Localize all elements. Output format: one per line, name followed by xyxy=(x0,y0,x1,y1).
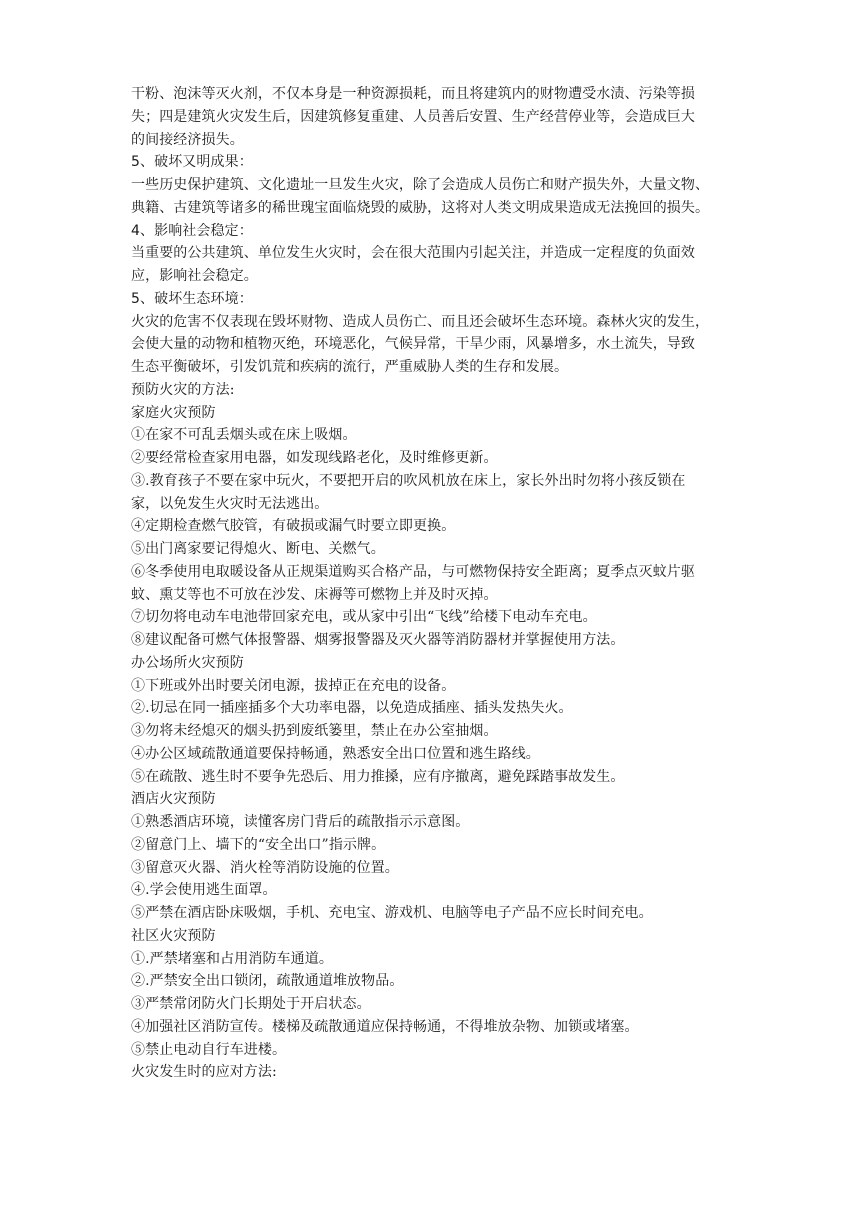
subsection-heading: 酒店火灾预防 xyxy=(131,791,216,808)
list-item: 家，以免发生火灾时无法逃出。 xyxy=(131,495,329,512)
subsection-heading: 办公场所火灾预防 xyxy=(131,654,244,671)
list-item: ⑦切勿将电动车电池带回家充电，或从家中引出“飞线”给楼下电动车充电。 xyxy=(131,609,597,626)
list-item: ①.严禁堵塞和占用消防车通道。 xyxy=(131,950,333,967)
list-item: ①下班或外出时要关闭电源，拔掉正在充电的设备。 xyxy=(131,677,456,694)
text-line: 会使大量的动物和植物灭绝，环境恶化，气候异常，干旱少雨，风暴增多，水土流失，导致 xyxy=(131,336,695,353)
section-heading: 火灾发生时的应对方法: xyxy=(131,1064,277,1081)
document-body xyxy=(131,83,731,1084)
list-item: ②.严禁安全出口锁闭，疏散通道堆放物品。 xyxy=(131,973,404,990)
section-heading: 4、影响社会稳定： xyxy=(131,222,253,239)
text-line: 生态平衡破坏，引发饥荒和疾病的流行，严重威胁人类的生存和发展。 xyxy=(131,359,569,375)
list-item: ④.学会使用逃生面罩。 xyxy=(131,882,277,899)
list-item: ①熟悉酒店环境，读懂客房门背后的疏散指示示意图。 xyxy=(131,814,470,830)
list-item: ①在家不可乱丢烟头或在床上吸烟。 xyxy=(131,427,357,444)
text-line: 的间接经济损失。 xyxy=(131,131,244,148)
text-line: 当重要的公共建筑、单位发生火灾时，会在很大范围内引起关注，并造成一定程度的负面效 xyxy=(131,245,695,262)
list-item: ⑤严禁在酒店卧床吸烟，手机、充电宝、游戏机、电脑等电子产品不应长时间充电。 xyxy=(131,905,653,921)
list-item: ③留意灭火器、消火栓等消防设施的位置。 xyxy=(131,859,399,876)
text-line: 应，影响社会稳定。 xyxy=(131,268,258,284)
list-item: ⑤在疏散、逃生时不要争先恐后、用力推搡，应有序撤离，避免踩踏事故发生。 xyxy=(131,768,625,785)
text-line: 一些历史保护建筑、文化遗址一旦发生火灾，除了会造成人员伤亡和财产损失外，大量文物、 xyxy=(131,177,710,193)
subsection-heading: 家庭火灾预防 xyxy=(131,404,216,421)
list-item: ③严禁常闭防火门长期处于开启状态。 xyxy=(131,996,371,1012)
list-item: ④办公区域疏散通道要保持畅通，熟悉安全出口位置和逃生路线。 xyxy=(131,745,540,762)
list-item: ⑤禁止电动自行车进楼。 xyxy=(131,1041,287,1058)
list-item: ③勿将未经熄灭的烟头扔到废纸篓里，禁止在办公室抽烟。 xyxy=(131,723,498,739)
section-heading: 预防火灾的方法: xyxy=(131,381,235,398)
list-item: ②.切忌在同一插座插多个大功率电器，以免造成插座、插头发热失火。 xyxy=(131,700,573,717)
list-item: ②要经常检查家用电器，如发现线路老化，及时维修更新。 xyxy=(131,450,498,466)
list-item: ④定期检查燃气胶管，有破损或漏气时要立即更换。 xyxy=(131,518,456,535)
text-line: 火灾的危害不仅表现在毁坏财物、造成人员伤亡、而且还会破坏生态环境。森林火灾的发生， xyxy=(131,313,710,330)
list-item: ⑥冬季使用电取暖设备从正规渠道购买合格产品，与可燃物保持安全距离；夏季点灭蚊片驱 xyxy=(131,563,695,580)
list-item: ③.教育孩子不要在家中玩火，不要把开启的吹风机放在床上，家长外出时勿将小孩反锁在 xyxy=(131,472,686,489)
section-heading: 5、破坏生态环境： xyxy=(131,290,253,307)
text-line: 干粉、泡沫等灭火剂，不仅本身是一种资源损耗，而且将建筑内的财物遭受水渍、污染等损 xyxy=(131,86,695,102)
list-item: ②留意门上、墙下的“安全出口”指示牌。 xyxy=(131,836,386,853)
list-item: 蚊、熏艾等也不可放在沙发、床褥等可燃物上并及时灭掉。 xyxy=(131,586,498,603)
text-line: 典籍、古建筑等诸多的稀世瑰宝面临烧毁的威胁，这将对人类文明成果造成无法挽回的损失。 xyxy=(131,199,710,216)
text-line: 失；四是建筑火灾发生后，因建筑修复重建、人员善后安置、生产经营停业等，会造成巨大 xyxy=(131,108,695,125)
subsection-heading: 社区火灾预防 xyxy=(131,927,216,944)
list-item: ⑧建议配备可燃气体报警器、烟雾报警器及灭火器等消防器材并掌握使用方法。 xyxy=(131,632,625,648)
list-item: ⑤出门离家要记得熄火、断电、关燃气。 xyxy=(131,541,385,557)
list-item: ④加强社区消防宣传。楼梯及疏散通道应保持畅通，不得堆放杂物、加锁或堵塞。 xyxy=(131,1018,639,1035)
section-heading: 5、破坏又明成果： xyxy=(131,154,253,171)
